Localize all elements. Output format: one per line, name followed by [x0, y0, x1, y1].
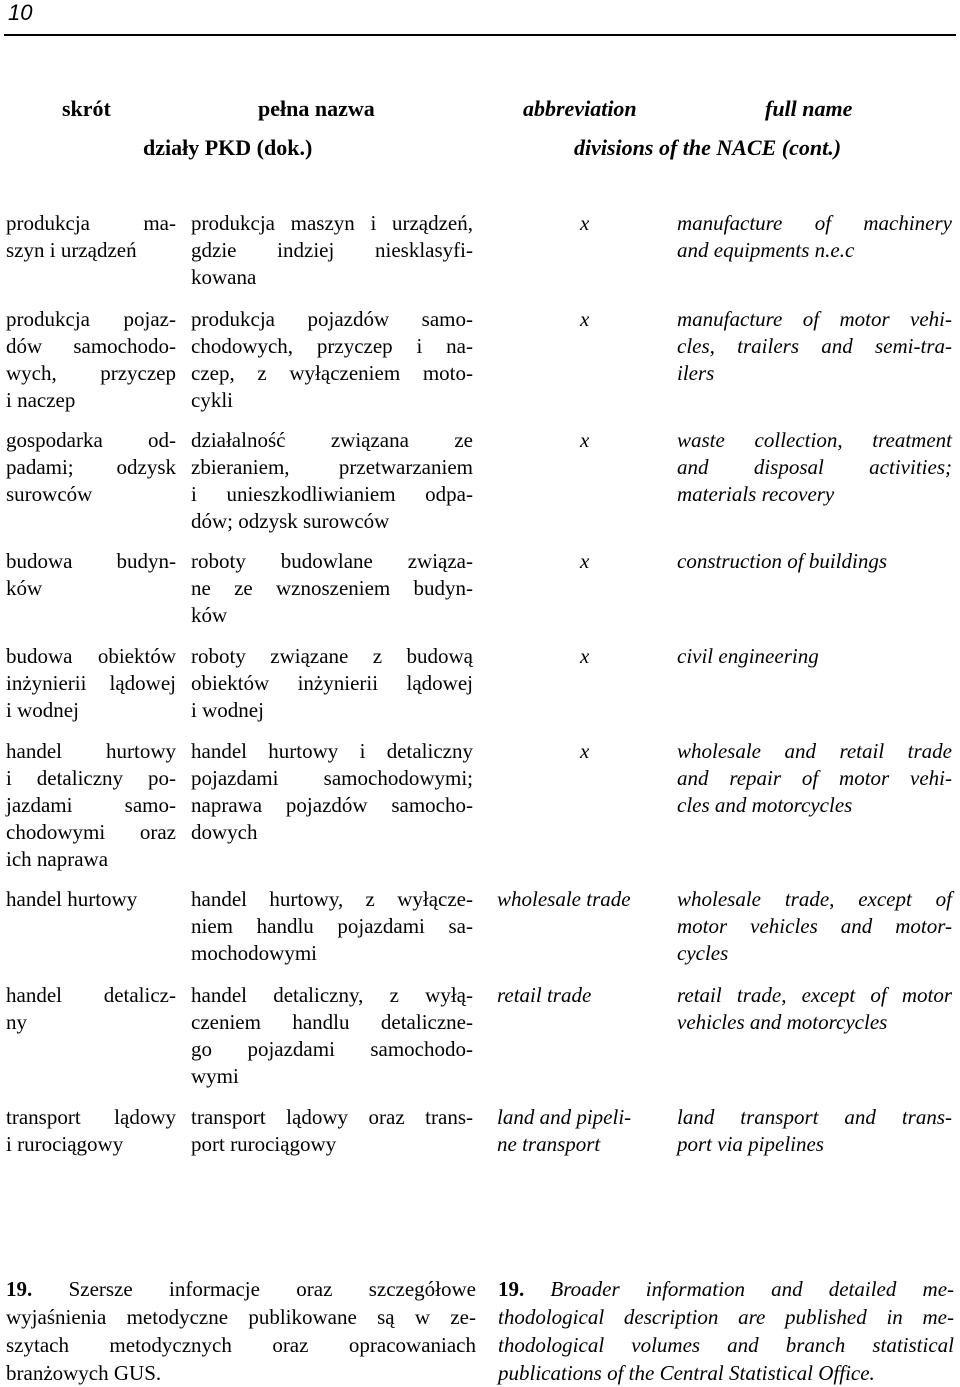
cell-line: ich naprawa [6, 847, 109, 871]
footnote-number: 19. [498, 1277, 525, 1301]
cell-line: wholesale and retail trade [677, 739, 952, 763]
cell-line: x [580, 211, 590, 235]
cell-line: chodowych, przyczep i na- [191, 334, 473, 358]
cell-line: x [580, 644, 590, 668]
en-full-name [677, 1104, 952, 1158]
footnote-text: Broader information and detailed me- [550, 1277, 955, 1301]
header-abbr-en: abbreviation [523, 96, 637, 121]
cell-line: jazdami samo- [6, 793, 176, 817]
cell-line: obiektów inżynierii lądowej [191, 671, 473, 695]
pl-abbreviation [6, 886, 176, 913]
cell-line: x [580, 307, 590, 331]
cell-line: x [580, 739, 590, 763]
en-abbreviation [497, 1104, 667, 1158]
cell-line: ny [6, 1010, 27, 1034]
pl-full-name [191, 548, 473, 629]
header-full-en: full name [765, 96, 853, 121]
pl-full-name [191, 886, 473, 967]
cell-line: manufacture of motor vehi- [677, 307, 952, 331]
cell-line: i detaliczny po- [6, 766, 176, 790]
cell-line: szyn i urządzeń [6, 238, 137, 262]
en-abbreviation [580, 643, 600, 670]
cell-line: i rurociągowy [6, 1132, 124, 1156]
cell-line: czeniem handlu detaliczne- [191, 1010, 473, 1034]
en-abbreviation [497, 982, 667, 1009]
cell-line: go pojazdami samochodo- [191, 1037, 473, 1061]
en-full-name [677, 210, 952, 264]
pl-full-name [191, 738, 473, 846]
pl-abbreviation [6, 306, 176, 414]
pl-abbreviation [6, 1104, 176, 1158]
footnote-line: szytach metodycznych oraz opracowaniach [6, 1333, 476, 1357]
pl-full-name [191, 306, 473, 414]
cell-line: construction of buildings [677, 549, 887, 573]
cell-line: land transport and trans- [677, 1105, 952, 1129]
cell-line: budowa budyn- [6, 549, 176, 573]
cell-line: surowców [6, 482, 93, 506]
cell-line: retail trade [497, 983, 592, 1007]
cell-line: handel hurtowy [6, 887, 138, 911]
cell-line: produkcja pojazdów samo- [191, 307, 473, 331]
pl-abbreviation [6, 643, 176, 724]
cell-line: ków [191, 603, 228, 627]
cell-line: ilers [677, 361, 715, 385]
pl-abbreviation [6, 548, 176, 602]
cell-line: ne transport [497, 1132, 601, 1156]
header-rule [4, 34, 956, 36]
cell-line: cles and motorcycles [677, 793, 853, 817]
cell-line: i unieszkodliwianiem odpa- [191, 482, 473, 506]
cell-line: budowa obiektów [6, 644, 176, 668]
footnote-line: thodological description are published in me- [498, 1305, 954, 1329]
cell-line: handel detaliczny, z wyłą- [191, 983, 473, 1007]
cell-line: produkcja pojaz- [6, 307, 176, 331]
en-abbreviation [580, 738, 600, 765]
cell-line: retail trade, except of motor [677, 983, 952, 1007]
pl-full-name [191, 982, 473, 1090]
cell-line: dów samochodo- [6, 334, 176, 358]
cell-line: land and pipeli- [497, 1105, 632, 1129]
footnote-line: branżowych GUS. [6, 1361, 162, 1385]
header-abbr-pl: skrót [62, 96, 111, 121]
cell-line: dów; odzysk surowców [191, 509, 390, 533]
cell-line: zbieraniem, przetwarzaniem [191, 455, 473, 479]
cell-line: produkcja ma- [6, 211, 176, 235]
cell-line: transport lądowy [6, 1105, 176, 1129]
cell-line: wych, przyczep [6, 361, 176, 385]
cell-line: pojazdami samochodowymi; [191, 766, 473, 790]
cell-line: wholesale trade, except of [677, 887, 952, 911]
subtitle-pl: działy PKD (dok.) [143, 135, 313, 160]
cell-line: materials recovery [677, 482, 835, 506]
cell-line: and repair of motor vehi- [677, 766, 952, 790]
en-full-name [677, 306, 952, 387]
en-abbreviation [580, 427, 600, 454]
cell-line: x [580, 428, 590, 452]
footnote-line: thodological volumes and branch statistical [498, 1333, 954, 1357]
en-abbreviation [580, 210, 600, 237]
footnote-en [498, 1275, 954, 1387]
cell-line: motor vehicles and motor- [677, 914, 952, 938]
cell-line: waste collection, treatment [677, 428, 952, 452]
cell-line: mochodowymi [191, 941, 317, 965]
cell-line: port rurociągowy [191, 1132, 337, 1156]
cell-line: handel detalicz- [6, 983, 176, 1007]
pl-full-name [191, 1104, 473, 1158]
header-full-pl: pełna nazwa [258, 96, 375, 121]
footnote-number: 19. [6, 1277, 33, 1301]
pl-abbreviation [6, 427, 176, 508]
en-full-name [677, 982, 952, 1036]
footnote-line [498, 1275, 954, 1303]
cell-line: handel hurtowy i detaliczny [191, 739, 473, 763]
en-full-name [677, 738, 952, 819]
en-abbreviation [497, 886, 667, 913]
subtitle-en: divisions of the NACE (cont.) [574, 135, 842, 160]
cell-line: vehicles and motorcycles [677, 1010, 888, 1034]
cell-line: and disposal activities; [677, 455, 952, 479]
cell-line: handel hurtowy, z wyłącze- [191, 887, 473, 911]
en-full-name [677, 643, 952, 670]
cell-line: gdzie indziej niesklasyfi- [191, 238, 473, 262]
cell-line: cycles [677, 941, 729, 965]
page-number: 10 [8, 0, 33, 25]
cell-line: ne ze wznoszeniem budyn- [191, 576, 473, 600]
en-full-name [677, 886, 952, 967]
cell-line: działalność związana ze [191, 428, 473, 452]
cell-line: manufacture of machinery [677, 211, 952, 235]
cell-line: civil engineering [677, 644, 819, 668]
cell-line: i wodnej [6, 698, 79, 722]
en-full-name [677, 427, 952, 508]
pl-full-name [191, 427, 473, 535]
cell-line: cykli [191, 388, 233, 412]
en-abbreviation [580, 306, 600, 333]
cell-line: i wodnej [191, 698, 264, 722]
cell-line: inżynierii lądowej [6, 671, 176, 695]
cell-line: dowych [191, 820, 258, 844]
cell-line: czep, z wyłączeniem moto- [191, 361, 473, 385]
cell-line: roboty związane z budową [191, 644, 473, 668]
cell-line: produkcja maszyn i urządzeń, [191, 211, 473, 235]
cell-line: wholesale trade [497, 887, 631, 911]
cell-line: transport lądowy oraz trans- [191, 1105, 473, 1129]
cell-line: kowana [191, 265, 257, 289]
cell-line: gospodarka od- [6, 428, 176, 452]
en-abbreviation [580, 548, 600, 575]
footnote-line: publications of the Central Statistical Office. [498, 1361, 875, 1385]
cell-line: and equipments n.e.c [677, 238, 855, 262]
cell-line: padami; odzysk [6, 455, 176, 479]
cell-line: roboty budowlane związa- [191, 549, 473, 573]
pl-abbreviation [6, 210, 176, 264]
footnote-pl [6, 1275, 476, 1387]
cell-line: naprawa pojazdów samocho- [191, 793, 473, 817]
cell-line: i naczep [6, 388, 76, 412]
pl-full-name [191, 643, 473, 724]
footnote-text: Szersze informacje oraz szczegółowe [68, 1277, 476, 1301]
cell-line: port via pipelines [677, 1132, 824, 1156]
en-full-name [677, 548, 952, 575]
cell-line: ków [6, 576, 43, 600]
cell-line: handel hurtowy [6, 739, 176, 763]
cell-line: cles, trailers and semi-tra- [677, 334, 952, 358]
cell-line: wymi [191, 1064, 239, 1088]
pl-abbreviation [6, 982, 176, 1036]
cell-line: chodowymi oraz [6, 820, 176, 844]
pl-abbreviation [6, 738, 176, 873]
cell-line: x [580, 549, 590, 573]
footnote-line: wyjaśnienia metodyczne publikowane są w ze- [6, 1305, 476, 1329]
cell-line: niem handlu pojazdami sa- [191, 914, 473, 938]
footnote-line [6, 1275, 476, 1303]
pl-full-name [191, 210, 473, 291]
